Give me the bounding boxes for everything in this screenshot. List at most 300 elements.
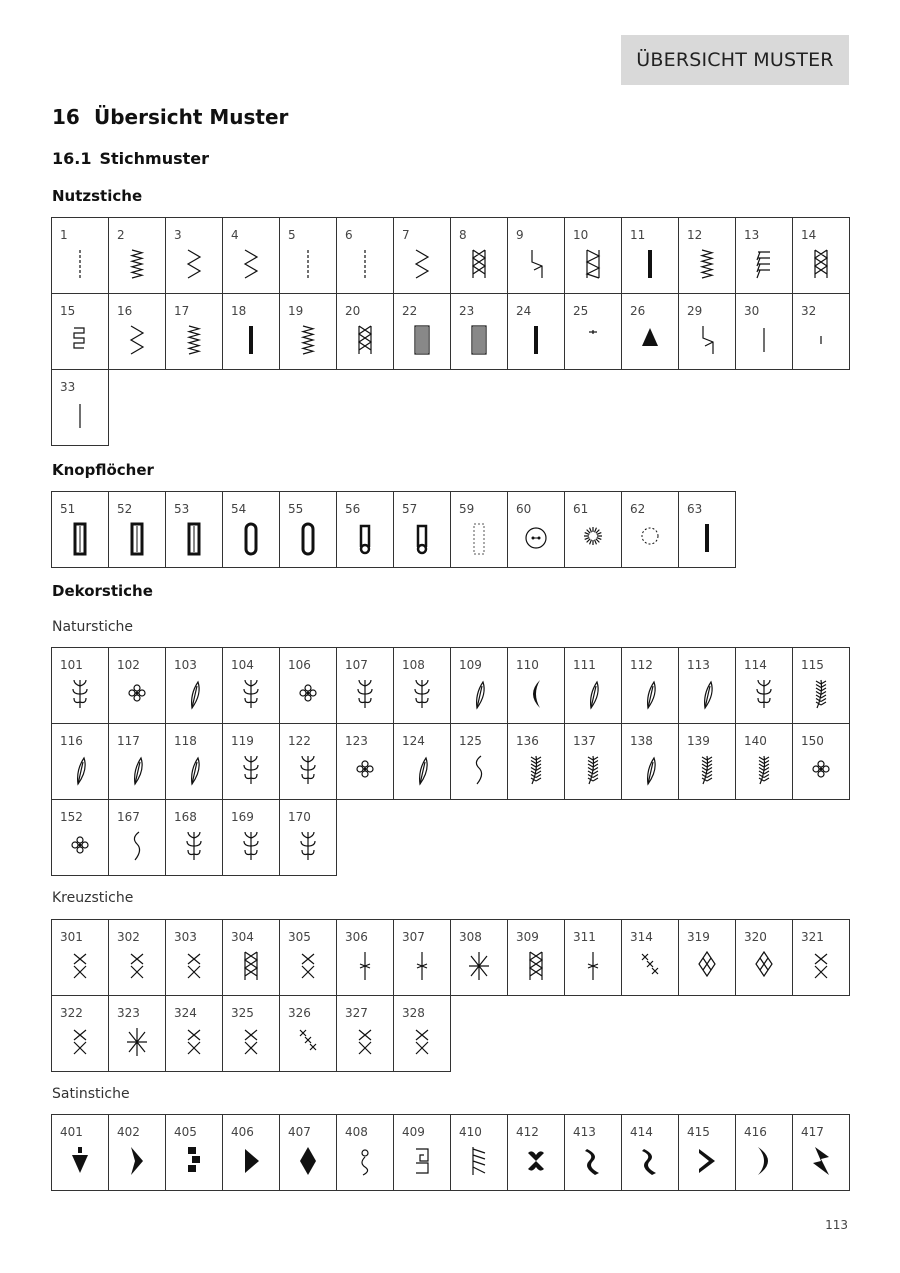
cross-chain-icon [522,950,550,984]
stitch-pattern-140 [735,723,793,800]
stitch-pattern-3 [165,217,223,294]
stitch-pattern-8 [450,217,508,294]
stitch-number: 11 [630,228,646,242]
bar-thin-icon [522,324,550,358]
stitch-pattern-108 [393,647,451,724]
satin-chevron-icon [123,1145,151,1179]
stitch-number: 103 [174,658,197,672]
stitch-pattern-414 [621,1114,679,1191]
stitch-pattern-150 [792,723,850,800]
star-cross-icon [123,1026,151,1060]
stitch-pattern-328 [393,995,451,1072]
stitch-pattern-62 [621,491,679,568]
stitch-pattern-104 [222,647,280,724]
fern-icon [579,754,607,788]
stitch-number: 107 [345,658,368,672]
stitch-pattern-402 [108,1114,166,1191]
stitch-pattern-102 [108,647,166,724]
group-heading-nutzstiche: Nutzstiche [52,187,143,205]
leaf-icon [66,754,94,788]
stitch-pattern-13 [735,217,793,294]
stitch-pattern-405 [165,1114,223,1191]
stitch-pattern-326 [279,995,337,1072]
stitch-pattern-26 [621,293,679,370]
stitch-number: 170 [288,810,311,824]
stitch-pattern-302 [108,919,166,996]
stitch-number: 325 [231,1006,254,1020]
stitch-number: 306 [345,930,368,944]
stitch-number: 309 [516,930,539,944]
stitch-pattern-306 [336,919,394,996]
stitch-number: 118 [174,734,197,748]
stitch-number: 301 [60,930,83,944]
stitch-number: 414 [630,1125,653,1139]
straight-line-icon [750,324,778,358]
stitch-pattern-311 [564,919,622,996]
stitch-pattern-5 [279,217,337,294]
stitch-pattern-406 [222,1114,280,1191]
stitch-number: 111 [573,658,596,672]
stitch-pattern-417 [792,1114,850,1191]
chapter-tab [621,35,849,85]
stitch-number: 7 [402,228,410,242]
cross-small-icon [408,950,436,984]
dash-vertical-icon [807,324,835,358]
stitch-pattern-24 [507,293,565,370]
subgroup-heading-kreuzstiche: Kreuzstiche [52,890,134,906]
buttonhole-key-icon [351,522,379,556]
fern-icon [522,754,550,788]
stitch-pattern-57 [393,491,451,568]
stitch-number: 152 [60,810,83,824]
stitch-pattern-401 [51,1114,109,1191]
stitch-pattern-107 [336,647,394,724]
leaf-icon [636,754,664,788]
stitch-number: 136 [516,734,539,748]
stitch-number: 10 [573,228,589,242]
stitch-pattern-152 [51,799,109,876]
zigzag-dense-icon [693,248,721,282]
stitch-pattern-115 [792,647,850,724]
stitch-pattern-113 [678,647,736,724]
stitch-pattern-122 [279,723,337,800]
stitch-number: 19 [288,304,304,318]
button-icon [522,522,550,556]
stitch-pattern-170 [279,799,337,876]
stitch-pattern-59 [450,491,508,568]
section-title: Stichmuster [99,149,209,168]
stitch-number: 57 [402,502,418,516]
stitch-pattern-309 [507,919,565,996]
page-number: 113 [825,1218,848,1232]
stitch-number: 2 [117,228,125,242]
stitch-number: 413 [573,1125,596,1139]
flower-icon [123,678,151,712]
dash-short-icon [579,324,607,358]
stitch-number: 168 [174,810,197,824]
stitch-pattern-314 [621,919,679,996]
stitch-pattern-168 [165,799,223,876]
stitch-number: 407 [288,1125,311,1139]
floral-icon [294,754,322,788]
stitch-pattern-9 [507,217,565,294]
stitch-number: 401 [60,1125,83,1139]
flower-icon [294,678,322,712]
fern-icon [693,754,721,788]
satin-crescent-icon [750,1145,778,1179]
stitch-pattern-169 [222,799,280,876]
cross-chain-icon [237,950,265,984]
zigzag-dense-icon [180,324,208,358]
stitch-number: 59 [459,502,475,516]
floral-icon [351,678,379,712]
group-heading-dekorstiche: Dekorstiche [52,582,153,600]
satin-swirl-icon [351,1145,379,1179]
stitch-pattern-303 [165,919,223,996]
satin-arrow-icon [237,1145,265,1179]
stitch-number: 104 [231,658,254,672]
blind-icon [693,324,721,358]
stitch-number: 322 [60,1006,83,1020]
stitch-pattern-304 [222,919,280,996]
stitch-pattern-52 [108,491,166,568]
blind-icon [522,248,550,282]
stitch-number: 115 [801,658,824,672]
leaf-icon [123,754,151,788]
stitch-number: 408 [345,1125,368,1139]
stitch-number: 328 [402,1006,425,1020]
buttonhole-round-icon [237,522,265,556]
stitch-pattern-139 [678,723,736,800]
stitch-pattern-56 [336,491,394,568]
stitch-number: 405 [174,1125,197,1139]
stitch-number: 26 [630,304,646,318]
stitch-pattern-6 [336,217,394,294]
leaf-icon [180,678,208,712]
stitch-number: 22 [402,304,418,318]
stitch-number: 319 [687,930,710,944]
cross-double-icon [807,950,835,984]
stitch-pattern-416 [735,1114,793,1191]
stitch-number: 54 [231,502,247,516]
stitch-pattern-319 [678,919,736,996]
chapter-number: 16 [52,105,80,129]
satin-wave-icon [579,1145,607,1179]
floral-icon [237,678,265,712]
flower-icon [351,754,379,788]
satin-bolt-icon [807,1145,835,1179]
stitch-number: 116 [60,734,83,748]
satin-diamond-icon [294,1145,322,1179]
buttonhole-icon [123,522,151,556]
stitch-number: 314 [630,930,653,944]
stitch-number: 150 [801,734,824,748]
stitch-number: 1 [60,228,68,242]
straight-dashed-icon [294,248,322,282]
fern-icon [750,754,778,788]
stitch-number: 406 [231,1125,254,1139]
stitch-pattern-407 [279,1114,337,1191]
stitch-number: 117 [117,734,140,748]
stitch-pattern-114 [735,647,793,724]
stitch-number: 113 [687,658,710,672]
stitch-number: 52 [117,502,133,516]
stitch-pattern-322 [51,995,109,1072]
stitch-number: 112 [630,658,653,672]
stitch-number: 18 [231,304,247,318]
floral-icon [408,678,436,712]
stitch-number: 416 [744,1125,767,1139]
stitch-number: 33 [60,380,76,394]
stitch-number: 119 [231,734,254,748]
stitch-number: 409 [402,1125,425,1139]
cross-chain-icon [351,324,379,358]
stitch-number: 51 [60,502,76,516]
buttonhole-round-icon [294,522,322,556]
bar-thin-icon [636,248,664,282]
stitch-pattern-10 [564,217,622,294]
stitch-pattern-305 [279,919,337,996]
stitch-number: 8 [459,228,467,242]
buttonhole-dashed-icon [465,522,493,556]
stitch-number: 61 [573,502,589,516]
stitch-pattern-415 [678,1114,736,1191]
buttonhole-icon [180,522,208,556]
stitch-number: 101 [60,658,83,672]
cross-double-icon [408,1026,436,1060]
stitch-number: 109 [459,658,482,672]
leaf-icon [408,754,436,788]
cross-chain-icon [465,248,493,282]
stitch-pattern-301 [51,919,109,996]
bar-block-icon [408,324,436,358]
stitch-number: 302 [117,930,140,944]
stitch-pattern-23 [450,293,508,370]
stitch-pattern-20 [336,293,394,370]
stitch-number: 417 [801,1125,824,1139]
stitch-pattern-53 [165,491,223,568]
satin-steps-icon [180,1145,208,1179]
stitch-pattern-123 [336,723,394,800]
stitch-pattern-118 [165,723,223,800]
cross-diamond-icon [750,950,778,984]
stitch-number: 324 [174,1006,197,1020]
straight-line-icon [66,400,94,434]
stitch-number: 412 [516,1125,539,1139]
slant-lines-icon [750,248,778,282]
stitch-pattern-7 [393,217,451,294]
stitch-number: 122 [288,734,311,748]
stitch-pattern-19 [279,293,337,370]
stitch-number: 63 [687,502,703,516]
floral-icon [66,678,94,712]
stitch-number: 55 [288,502,304,516]
stitch-number: 327 [345,1006,368,1020]
stitch-pattern-1 [51,217,109,294]
stitch-pattern-408 [336,1114,394,1191]
stitch-pattern-16 [108,293,166,370]
stitch-pattern-137 [564,723,622,800]
stitch-number: 110 [516,658,539,672]
straight-dashed-icon [351,248,379,282]
stitch-number: 23 [459,304,475,318]
stitch-number: 323 [117,1006,140,1020]
cross-chain-icon [807,248,835,282]
stitch-pattern-119 [222,723,280,800]
cross-double-icon [66,1026,94,1060]
satin-chevron-wide-icon [693,1145,721,1179]
stitch-pattern-14 [792,217,850,294]
stitch-pattern-22 [393,293,451,370]
stitch-pattern-111 [564,647,622,724]
floral-icon [294,830,322,864]
stitch-pattern-33 [51,369,109,446]
buttonhole-key-icon [408,522,436,556]
fern-icon [807,678,835,712]
stitch-number: 25 [573,304,589,318]
floral-icon [237,830,265,864]
serpentine-icon [66,324,94,358]
stitch-pattern-29 [678,293,736,370]
cross-small-icon [351,950,379,984]
section-number: 16.1 [52,149,92,168]
cross-double-icon [180,950,208,984]
cross-double-icon [180,1026,208,1060]
satin-fan-icon [465,1145,493,1179]
stitch-number: 17 [174,304,190,318]
stitch-number: 125 [459,734,482,748]
zigzag-wide-icon [408,248,436,282]
wave-icon [123,830,151,864]
wave-icon [465,754,493,788]
stitch-pattern-55 [279,491,337,568]
zigzag-wide-icon [237,248,265,282]
flower-icon [66,830,94,864]
stitch-pattern-101 [51,647,109,724]
leaf-icon [465,678,493,712]
satin-greek-icon [408,1145,436,1179]
cross-double-icon [351,1026,379,1060]
stitch-number: 16 [117,304,133,318]
floral-icon [750,678,778,712]
cross-double-icon [123,950,151,984]
stitch-number: 4 [231,228,239,242]
leaf-icon [636,678,664,712]
stitch-pattern-117 [108,723,166,800]
satin-triangle-icon [66,1145,94,1179]
flower-icon [807,754,835,788]
stitch-number: 308 [459,930,482,944]
stitch-pattern-61 [564,491,622,568]
satin-flower-icon [522,1145,550,1179]
group-heading-knopfloecher: Knopflöcher [52,461,154,479]
stitch-pattern-112 [621,647,679,724]
stitch-pattern-307 [393,919,451,996]
stitch-pattern-17 [165,293,223,370]
cross-diamond-icon [693,950,721,984]
leaf-icon [180,754,208,788]
stitch-pattern-321 [792,919,850,996]
floral-icon [237,754,265,788]
stitch-number: 12 [687,228,703,242]
stitch-number: 167 [117,810,140,824]
stitch-number: 53 [174,502,190,516]
overlock-icon [579,248,607,282]
stitch-number: 30 [744,304,760,318]
stitch-number: 114 [744,658,767,672]
bar-thin-icon [693,522,721,556]
stitch-number: 321 [801,930,824,944]
eyelet-star-icon [579,522,607,556]
subgroup-heading-satinstiche: Satinstiche [52,1086,130,1102]
stitch-number: 6 [345,228,353,242]
stitch-pattern-409 [393,1114,451,1191]
stitch-number: 60 [516,502,532,516]
stitch-number: 169 [231,810,254,824]
stitch-number: 326 [288,1006,311,1020]
chapter-heading [52,105,288,129]
stitch-number: 415 [687,1125,710,1139]
stitch-number: 56 [345,502,361,516]
stitch-pattern-63 [678,491,736,568]
satin-wave-icon [636,1145,664,1179]
stitch-pattern-60 [507,491,565,568]
cross-double-icon [237,1026,265,1060]
zigzag-dense-icon [123,248,151,282]
section-heading [52,149,209,168]
cross-double-icon [294,950,322,984]
stitch-number: 320 [744,930,767,944]
stitch-number: 62 [630,502,646,516]
stitch-number: 138 [630,734,653,748]
zigzag-dense-icon [294,324,322,358]
subgroup-heading-naturstiche: Naturstiche [52,619,134,635]
stitch-number: 304 [231,930,254,944]
stitch-number: 123 [345,734,368,748]
stitch-number: 124 [402,734,425,748]
stitch-pattern-138 [621,723,679,800]
stitch-pattern-12 [678,217,736,294]
stitch-number: 311 [573,930,596,944]
bar-block-icon [465,324,493,358]
stitch-pattern-308 [450,919,508,996]
stitch-number: 410 [459,1125,482,1139]
stitch-pattern-323 [108,995,166,1072]
buttonhole-icon [66,522,94,556]
stitch-pattern-324 [165,995,223,1072]
stitch-pattern-167 [108,799,166,876]
stitch-number: 29 [687,304,703,318]
triangle-icon [636,324,664,358]
stitch-pattern-106 [279,647,337,724]
stitch-pattern-325 [222,995,280,1072]
stitch-number: 15 [60,304,76,318]
stitch-pattern-51 [51,491,109,568]
stitch-pattern-412 [507,1114,565,1191]
straight-dashed-icon [66,248,94,282]
cross-diag-icon [636,950,664,984]
eyelet-dashed-icon [636,522,664,556]
stitch-pattern-109 [450,647,508,724]
stitch-pattern-54 [222,491,280,568]
chapter-title: Übersicht Muster [94,105,289,129]
stitch-pattern-25 [564,293,622,370]
stitch-number: 14 [801,228,817,242]
stitch-number: 3 [174,228,182,242]
stitch-pattern-32 [792,293,850,370]
stitch-pattern-327 [336,995,394,1072]
stitch-pattern-110 [507,647,565,724]
